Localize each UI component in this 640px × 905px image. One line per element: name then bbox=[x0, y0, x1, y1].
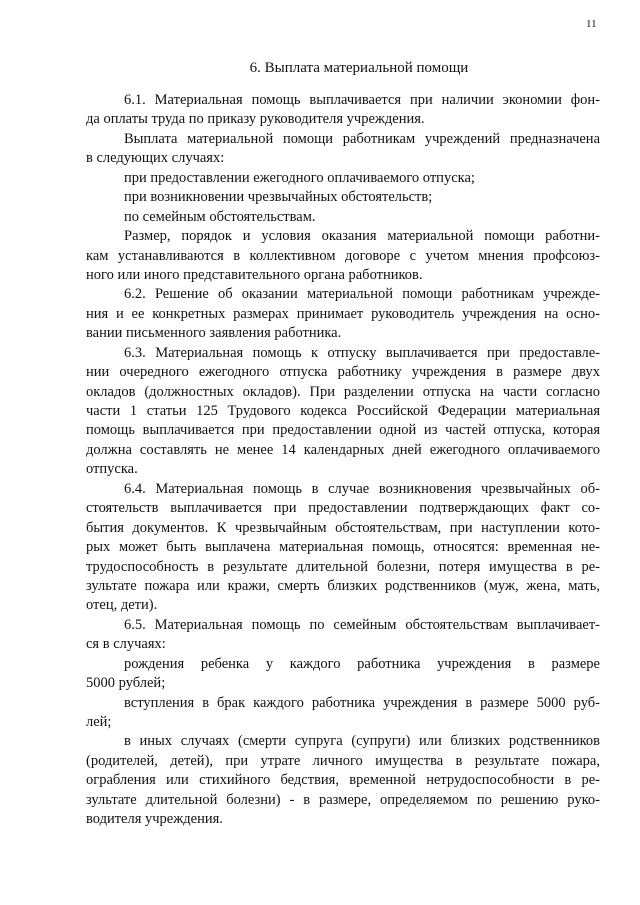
text-line: помощь выплачивается при предоставлении одной из частей отпуска, которая bbox=[86, 422, 600, 439]
text-line: нии очередного ежегодного отпуска работнику учреждения в размере двух bbox=[86, 364, 600, 381]
text-line: вании письменного заявления работника. bbox=[86, 325, 342, 342]
text-line: 6.2. Решение об оказании материальной помощи работникам учрежде- bbox=[124, 286, 600, 303]
text-line: 6.4. Материальная помощь в случае возникновения чрезвычайных об- bbox=[124, 480, 600, 497]
text-line: Размер, порядок и условия оказания материальной помощи работни- bbox=[124, 228, 600, 245]
text-line: зультате пожара или кражи, смерть близких родственников (муж, жена, мать, bbox=[86, 577, 600, 594]
text-line: части 1 статьи 125 Трудового кодекса Российской Федерации материальная bbox=[86, 403, 600, 419]
text-line: отпуска. bbox=[86, 461, 138, 478]
text-line: окладов (должностных окладов). При разделении отпуска на части согласно bbox=[86, 383, 600, 400]
text-line: зультате длительной болезни) - в размере, определяемом по решению руко- bbox=[86, 791, 600, 808]
text-line: бытия документов. К чрезвычайным обстоятельствам, при наступлении кото- bbox=[86, 519, 600, 536]
text-line: по семейным обстоятельствам. bbox=[124, 208, 316, 225]
text-line: (родителей, детей), при утрате личного имущества в результате пожара, bbox=[86, 752, 600, 769]
text-line: лей; bbox=[86, 714, 112, 730]
text-line: рых может быть выплачена материальная помощь, относятся: временная не- bbox=[86, 539, 600, 556]
text-line: в иных случаях (смерти супруга (супруги) или близких родственников bbox=[124, 733, 600, 750]
text-line: при возникновении чрезвычайных обстоятельств; bbox=[124, 189, 433, 206]
document-body bbox=[86, 91, 600, 830]
text-line: рождения ребенка у каждого работника учреждения в размере bbox=[124, 655, 600, 672]
text-line: ся в случаях: bbox=[86, 636, 166, 653]
text-line: в следующих случаях: bbox=[86, 150, 225, 167]
text-line: при предоставлении ежегодного оплачиваемого отпуска; bbox=[124, 169, 475, 186]
text-line: ния и ее конкретных размерах принимает руководитель учреждения на осно- bbox=[86, 305, 600, 322]
text-line: 6.3. Материальная помощь к отпуску выплачивается при предоставле- bbox=[124, 344, 600, 361]
text-line: водителя учреждения. bbox=[86, 811, 223, 828]
text-line: 5000 рублей; bbox=[86, 675, 166, 692]
text-line: 6.5. Материальная помощь по семейным обстоятельствам выплачивает- bbox=[124, 616, 600, 633]
text-line: да оплаты труда по приказу руководителя учреждения. bbox=[86, 111, 425, 128]
text-line: отец, дети). bbox=[86, 597, 158, 614]
text-line: 6.1. Материальная помощь выплачивается при наличии экономии фон- bbox=[124, 92, 600, 108]
text-line: кам устанавливаются в коллективном договоре с учетом мнения профсоюз- bbox=[86, 247, 600, 264]
text-line: Выплата материальной помощи работникам учреждений предназначена bbox=[124, 130, 600, 147]
text-line: должна составлять не менее 14 календарных дней ежегодного оплачиваемого bbox=[86, 441, 600, 458]
text-line: ограбления или стихийного бедствия, временной нетрудоспособности в ре- bbox=[86, 772, 600, 789]
text-line: ного или иного представительного органа работников. bbox=[86, 266, 423, 283]
page-number: 11 bbox=[586, 18, 597, 30]
section-heading: 6. Выплата материальной помощи bbox=[249, 60, 469, 76]
text-line: стоятельств выплачивается при предоставлении подтверждающих факт со- bbox=[86, 500, 600, 517]
text-line: трудоспособность в результате длительной болезни, потеря имущества в ре- bbox=[86, 558, 600, 575]
text-line: вступления в брак каждого работника учреждения в размере 5000 руб- bbox=[124, 694, 600, 711]
